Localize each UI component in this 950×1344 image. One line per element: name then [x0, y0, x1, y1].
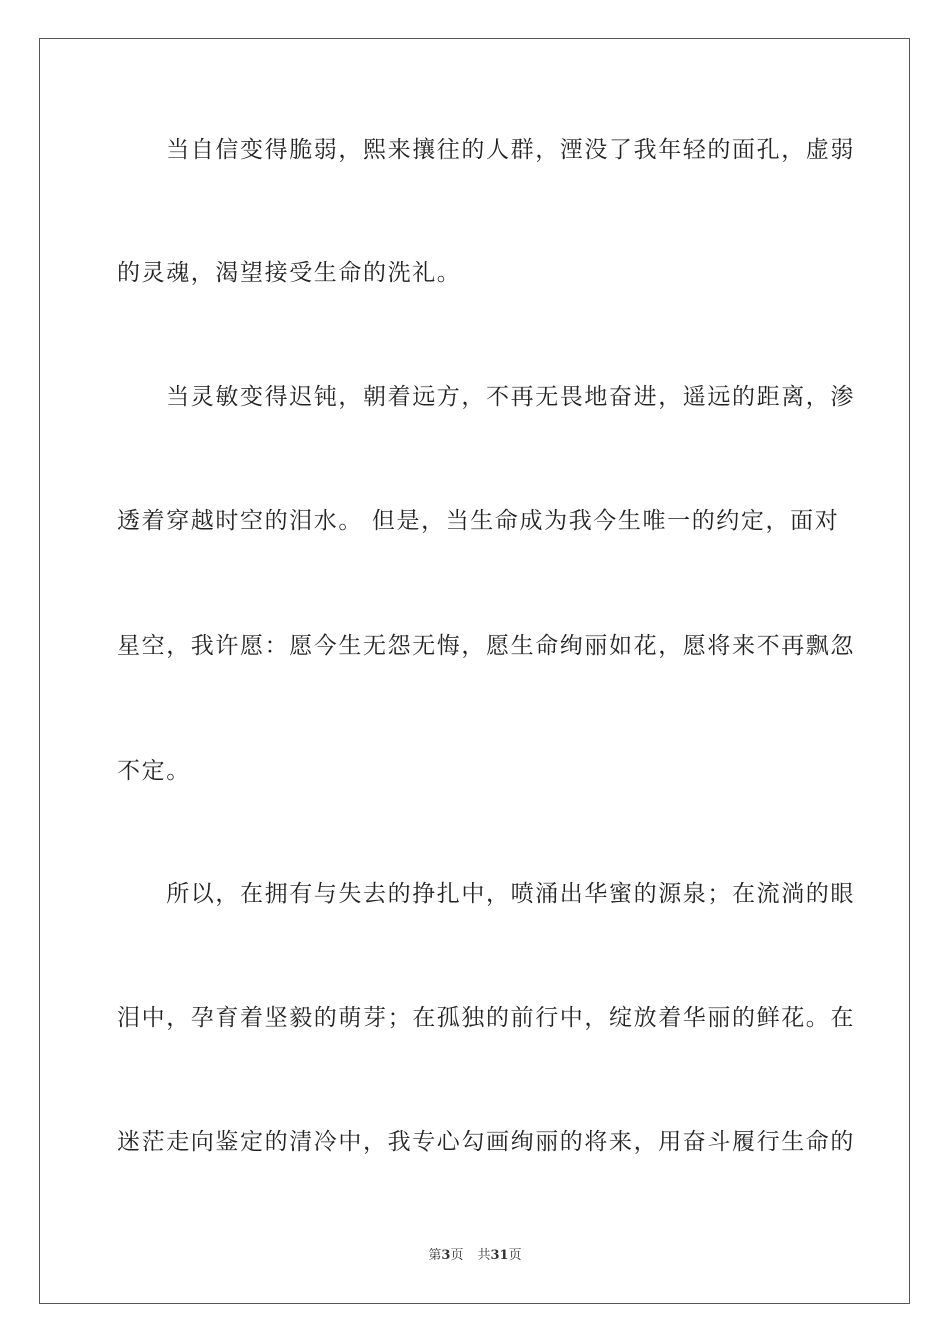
paragraph-3-line-2: 泪中，孕育着坚毅的萌芽；在孤独的前行中，绽放着华丽的鲜花。在: [117, 1005, 855, 1031]
page-suffix: 页: [450, 1248, 464, 1263]
total-suffix: 页: [508, 1248, 522, 1263]
paragraph-2-line-1: 当灵敏变得迟钝，朝着远方，不再无畏地奋进，遥远的距离，渗: [117, 384, 855, 410]
page-number: 3: [441, 1248, 451, 1263]
paragraph-3-line-3: 迷茫走向鉴定的清冷中，我专心勾画绚丽的将来，用奋斗履行生命的: [117, 1129, 855, 1155]
paragraph-3-line-1: 所以，在拥有与失去的挣扎中，喷涌出华蜜的源泉；在流淌的眼: [117, 881, 855, 907]
paragraph-2-line-2: 透着穿越时空的泪水。 但是，当生命成为我今生唯一的约定，面对: [117, 508, 840, 534]
total-pages: 31: [490, 1248, 509, 1263]
paragraph-1-line-1: 当自信变得脆弱，熙来攘往的人群，湮没了我年轻的面孔，虚弱: [117, 137, 855, 163]
page-border: [39, 38, 910, 1304]
page-prefix: 第: [428, 1248, 442, 1263]
paragraph-2-line-4: 不定。: [117, 758, 191, 784]
page-footer: [0, 1248, 950, 1264]
paragraph-1-line-2: 的灵魂，渴望接受生命的洗礼。: [117, 260, 462, 286]
paragraph-2-line-3: 星空，我许愿：愿今生无怨无悔，愿生命绚丽如花，愿将来不再飘忽: [117, 633, 855, 659]
total-prefix: 共: [477, 1248, 491, 1263]
